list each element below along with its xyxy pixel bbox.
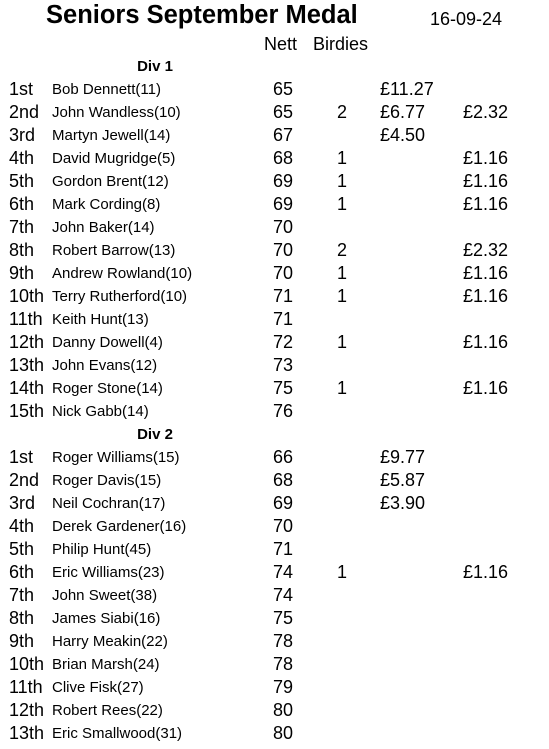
nett-score-cell: 79 bbox=[272, 677, 294, 697]
table-row bbox=[0, 331, 549, 354]
player-name-cell: Eric Williams(23) bbox=[52, 564, 165, 581]
position-cell: 15th bbox=[9, 401, 45, 421]
position-cell: 4th bbox=[9, 516, 35, 536]
nett-score-cell: 78 bbox=[272, 654, 294, 674]
birdies-count-cell: 2 bbox=[336, 240, 347, 260]
position-cell: 13th bbox=[9, 355, 45, 375]
position-cell: 14th bbox=[9, 378, 45, 398]
player-name-cell: John Wandless(10) bbox=[52, 104, 181, 121]
table-row bbox=[0, 101, 549, 124]
table-row bbox=[0, 124, 549, 147]
prize-cell: £11.27 bbox=[380, 79, 434, 99]
position-cell: 5th bbox=[9, 539, 35, 559]
division-heading: Div 1 bbox=[137, 58, 173, 75]
division-heading: Div 2 bbox=[137, 426, 173, 443]
player-name-cell: Neil Cochran(17) bbox=[52, 495, 166, 512]
player-name-cell: Andrew Rowland(10) bbox=[52, 265, 193, 282]
player-name-cell: Harry Meakin(22) bbox=[52, 633, 168, 650]
player-name-cell: Eric Smallwood(31) bbox=[52, 725, 183, 742]
position-cell: 6th bbox=[9, 562, 35, 582]
player-name-cell: Martyn Jewell(14) bbox=[52, 127, 171, 144]
player-name-cell: Mark Cording(8) bbox=[52, 196, 161, 213]
player-name-cell: Clive Fisk(27) bbox=[52, 679, 144, 696]
birdie-prize-cell: £1.16 bbox=[463, 562, 509, 582]
nett-score-cell: 65 bbox=[272, 79, 294, 99]
table-row bbox=[0, 630, 549, 653]
nett-score-cell: 71 bbox=[272, 309, 294, 329]
table-row bbox=[0, 308, 549, 331]
nett-score-cell: 70 bbox=[272, 240, 294, 260]
player-name-cell: John Baker(14) bbox=[52, 219, 155, 236]
player-name-cell: Roger Davis(15) bbox=[52, 472, 162, 489]
table-row bbox=[0, 377, 549, 400]
table-row bbox=[0, 469, 549, 492]
birdie-prize-cell: £1.16 bbox=[463, 171, 509, 191]
table-row bbox=[0, 584, 549, 607]
nett-score-cell: 70 bbox=[272, 263, 294, 283]
birdie-prize-cell: £1.16 bbox=[463, 286, 509, 306]
table-row bbox=[0, 239, 549, 262]
player-name-cell: Danny Dowell(4) bbox=[52, 334, 163, 351]
table-row bbox=[0, 78, 549, 101]
player-name-cell: Keith Hunt(13) bbox=[52, 311, 149, 328]
table-row bbox=[0, 607, 549, 630]
column-header-nett: Nett bbox=[264, 34, 298, 54]
table-row bbox=[0, 193, 549, 216]
nett-score-cell: 74 bbox=[272, 585, 294, 605]
nett-score-cell: 80 bbox=[272, 700, 294, 720]
table-row bbox=[0, 515, 549, 538]
prize-cell: £6.77 bbox=[380, 102, 426, 122]
table-row bbox=[0, 147, 549, 170]
birdies-count-cell: 1 bbox=[336, 171, 347, 191]
position-cell: 9th bbox=[9, 631, 35, 651]
position-cell: 2nd bbox=[9, 102, 40, 122]
player-name-cell: David Mugridge(5) bbox=[52, 150, 176, 167]
player-name-cell: Philip Hunt(45) bbox=[52, 541, 152, 558]
nett-score-cell: 69 bbox=[272, 171, 294, 191]
birdie-prize-cell: £1.16 bbox=[463, 263, 509, 283]
birdie-prize-cell: £2.32 bbox=[463, 102, 509, 122]
position-cell: 13th bbox=[9, 723, 45, 743]
nett-score-cell: 70 bbox=[272, 516, 294, 536]
player-name-cell: Terry Rutherford(10) bbox=[52, 288, 188, 305]
birdie-prize-cell: £1.16 bbox=[463, 194, 509, 214]
nett-score-cell: 65 bbox=[272, 102, 294, 122]
position-cell: 4th bbox=[9, 148, 35, 168]
position-cell: 8th bbox=[9, 240, 35, 260]
position-cell: 1st bbox=[9, 79, 34, 99]
player-name-cell: James Siabi(16) bbox=[52, 610, 161, 627]
table-row bbox=[0, 400, 549, 423]
table-row bbox=[0, 722, 549, 745]
prize-cell: £5.87 bbox=[380, 470, 426, 490]
nett-score-cell: 73 bbox=[272, 355, 294, 375]
position-cell: 8th bbox=[9, 608, 35, 628]
birdies-count-cell: 1 bbox=[336, 378, 347, 398]
birdie-prize-cell: £1.16 bbox=[463, 332, 509, 352]
nett-score-cell: 75 bbox=[272, 378, 294, 398]
position-cell: 11th bbox=[9, 677, 43, 697]
table-row bbox=[0, 561, 549, 584]
player-name-cell: Roger Williams(15) bbox=[52, 449, 180, 466]
table-row bbox=[0, 676, 549, 699]
table-row bbox=[0, 216, 549, 239]
birdies-count-cell: 1 bbox=[336, 562, 347, 582]
position-cell: 12th bbox=[9, 700, 45, 720]
birdie-prize-cell: £2.32 bbox=[463, 240, 509, 260]
player-name-cell: Roger Stone(14) bbox=[52, 380, 163, 397]
column-header-birdies: Birdies bbox=[313, 34, 369, 54]
prize-cell: £4.50 bbox=[380, 125, 426, 145]
player-name-cell: Brian Marsh(24) bbox=[52, 656, 160, 673]
nett-score-cell: 69 bbox=[272, 194, 294, 214]
player-name-cell: Robert Rees(22) bbox=[52, 702, 163, 719]
player-name-cell: Robert Barrow(13) bbox=[52, 242, 176, 259]
table-row bbox=[0, 354, 549, 377]
position-cell: 10th bbox=[9, 286, 45, 306]
player-name-cell: John Evans(12) bbox=[52, 357, 158, 374]
table-row bbox=[0, 285, 549, 308]
nett-score-cell: 80 bbox=[272, 723, 294, 743]
position-cell: 6th bbox=[9, 194, 35, 214]
table-row bbox=[0, 538, 549, 561]
page-title: Seniors September Medal bbox=[46, 1, 358, 29]
position-cell: 1st bbox=[9, 447, 34, 467]
table-row bbox=[0, 170, 549, 193]
position-cell: 12th bbox=[9, 332, 45, 352]
birdie-prize-cell: £1.16 bbox=[463, 148, 509, 168]
nett-score-cell: 68 bbox=[272, 148, 294, 168]
birdies-count-cell: 1 bbox=[336, 332, 347, 352]
nett-score-cell: 66 bbox=[272, 447, 294, 467]
table-row bbox=[0, 653, 549, 676]
position-cell: 3rd bbox=[9, 125, 36, 145]
table-row bbox=[0, 446, 549, 469]
player-name-cell: Bob Dennett(11) bbox=[52, 81, 161, 98]
player-name-cell: Nick Gabb(14) bbox=[52, 403, 149, 420]
player-name-cell: Derek Gardener(16) bbox=[52, 518, 187, 535]
birdies-count-cell: 1 bbox=[336, 148, 347, 168]
nett-score-cell: 67 bbox=[272, 125, 294, 145]
table-row bbox=[0, 699, 549, 722]
nett-score-cell: 76 bbox=[272, 401, 294, 421]
nett-score-cell: 75 bbox=[272, 608, 294, 628]
prize-cell: £9.77 bbox=[380, 447, 426, 467]
birdie-prize-cell: £1.16 bbox=[463, 378, 509, 398]
nett-score-cell: 70 bbox=[272, 217, 294, 237]
birdies-count-cell: 1 bbox=[336, 194, 347, 214]
nett-score-cell: 71 bbox=[272, 539, 294, 559]
player-name-cell: Gordon Brent(12) bbox=[52, 173, 169, 190]
prize-cell: £3.90 bbox=[380, 493, 426, 513]
nett-score-cell: 71 bbox=[272, 286, 294, 306]
position-cell: 3rd bbox=[9, 493, 36, 513]
player-name-cell: John Sweet(38) bbox=[52, 587, 158, 604]
nett-score-cell: 78 bbox=[272, 631, 294, 651]
nett-score-cell: 72 bbox=[272, 332, 294, 352]
nett-score-cell: 74 bbox=[272, 562, 294, 582]
position-cell: 7th bbox=[9, 217, 35, 237]
birdies-count-cell: 1 bbox=[336, 286, 347, 306]
position-cell: 10th bbox=[9, 654, 45, 674]
birdies-count-cell: 2 bbox=[336, 102, 347, 122]
nett-score-cell: 68 bbox=[272, 470, 294, 490]
position-cell: 9th bbox=[9, 263, 35, 283]
position-cell: 2nd bbox=[9, 470, 40, 490]
table-row bbox=[0, 262, 549, 285]
position-cell: 7th bbox=[9, 585, 35, 605]
birdies-count-cell: 1 bbox=[336, 263, 347, 283]
position-cell: 5th bbox=[9, 171, 35, 191]
nett-score-cell: 69 bbox=[272, 493, 294, 513]
table-row bbox=[0, 492, 549, 515]
event-date: 16-09-24 bbox=[430, 9, 503, 29]
position-cell: 11th bbox=[9, 309, 43, 329]
